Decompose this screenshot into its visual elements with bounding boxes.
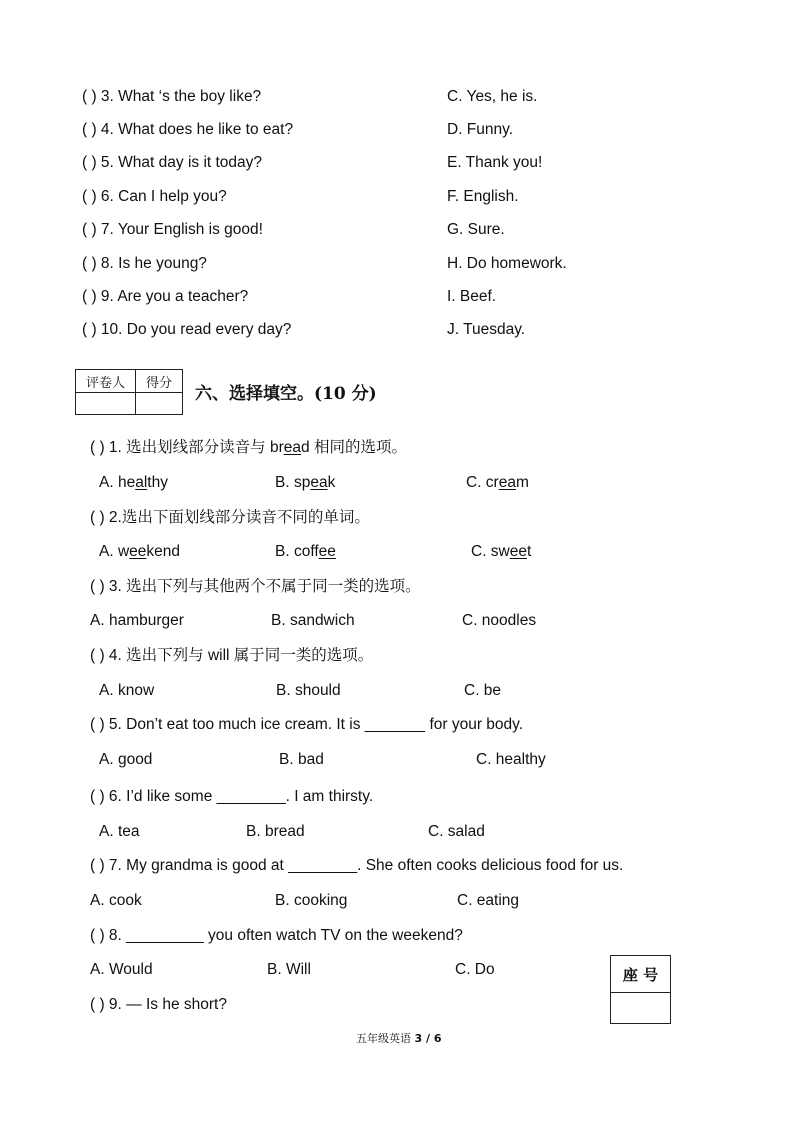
grader-header: 评卷人 — [76, 370, 136, 393]
question-7-stem: ( ) 7. My grandma is good at ________. She often cooks delicious food for us. — [90, 857, 624, 874]
q7-option-a: A. cook — [90, 892, 142, 909]
question-4-stem: ( ) 4. 选出下列与 will 属于同一类的选项。 — [90, 647, 374, 664]
question-9-stem: ( ) 9. — Is he short? — [90, 996, 227, 1013]
matching-question-7: ( ) 7. Your English is good! — [82, 221, 263, 238]
seat-number-cell[interactable] — [611, 993, 671, 1024]
question-5-stem: ( ) 5. Don’t eat too much ice cream. It is _______ for your body. — [90, 716, 524, 733]
q2-option-b: B. coffee — [275, 543, 336, 560]
section-title: 六、选择填空。(10 分) — [195, 384, 377, 404]
matching-question-5: ( ) 5. What day is it today? — [82, 154, 263, 171]
q6-option-a: A. tea — [99, 823, 140, 840]
matching-answer-j: J. Tuesday. — [447, 321, 526, 338]
q8-option-c: C. Do — [455, 961, 495, 978]
q4-option-b: B. should — [276, 682, 341, 699]
question-6-stem: ( ) 6. I’d like some ________. I am thirsty. — [90, 788, 374, 805]
score-header: 得分 — [136, 370, 183, 393]
q2-option-a: A. weekend — [99, 543, 181, 560]
q1-option-b: B. speak — [275, 474, 336, 491]
matching-answer-d: D. Funny. — [447, 121, 514, 138]
footer-page-number: 3 / 6 — [414, 1032, 442, 1045]
matching-answer-g: G. Sure. — [447, 221, 505, 238]
q8-option-a: A. Would — [90, 961, 153, 978]
q5-option-a: A. good — [99, 751, 153, 768]
seat-number-box — [610, 955, 671, 1024]
q5-option-c: C. healthy — [476, 751, 546, 768]
q8-option-b: B. Will — [267, 961, 311, 978]
question-3-stem: ( ) 3. 选出下列与其他两个不属于同一类的选项。 — [90, 578, 421, 595]
matching-question-6: ( ) 6. Can I help you? — [82, 188, 227, 205]
footer-subject: 五年级英语 — [356, 1032, 411, 1045]
q7-option-c: C. eating — [457, 892, 520, 909]
q1-stem-underline: ea — [283, 439, 302, 456]
q6-option-c: C. salad — [428, 823, 485, 840]
matching-answer-c: C. Yes, he is. — [447, 88, 538, 105]
q6-option-b: B. bread — [246, 823, 305, 840]
question-8-stem: ( ) 8. _________ you often watch TV on the weekend? — [90, 927, 463, 944]
seat-number-label: 座 号 — [611, 956, 671, 993]
matching-question-3: ( ) 3. What ‘s the boy like? — [82, 88, 262, 105]
score-cell[interactable] — [136, 393, 183, 415]
matching-answer-e: E. Thank you! — [447, 154, 543, 171]
q1-option-a: A. healthy — [99, 474, 168, 491]
matching-answer-f: F. English. — [447, 188, 519, 205]
page-footer — [356, 1030, 441, 1046]
q3-option-c: C. noodles — [462, 612, 537, 629]
matching-question-4: ( ) 4. What does he like to eat? — [82, 121, 294, 138]
score-table — [75, 369, 183, 415]
q1-stem-pre: ( ) 1. 选出划线部分读音与 br — [90, 439, 284, 456]
q1-option-c: C. cream — [466, 474, 529, 491]
matching-question-10: ( ) 10. Do you read every day? — [82, 321, 292, 338]
q1-stem-post: d 相同的选项。 — [301, 439, 407, 456]
q3-option-a: A. hamburger — [90, 612, 184, 629]
q2-option-c: C. sweet — [471, 543, 532, 560]
question-2-stem: ( ) 2.选出下面划线部分读音不同的单词。 — [90, 509, 370, 526]
q3-option-b: B. sandwich — [271, 612, 355, 629]
question-1-stem — [90, 438, 407, 458]
matching-answer-h: H. Do homework. — [447, 255, 567, 272]
q4-option-a: A. know — [99, 682, 155, 699]
matching-question-8: ( ) 8. Is he young? — [82, 255, 207, 272]
q5-option-b: B. bad — [279, 751, 324, 768]
matching-question-9: ( ) 9. Are you a teacher? — [82, 288, 249, 305]
matching-answer-i: I. Beef. — [447, 288, 497, 305]
q4-option-c: C. be — [464, 682, 502, 699]
grader-cell[interactable] — [76, 393, 136, 415]
q7-option-b: B. cooking — [275, 892, 348, 909]
